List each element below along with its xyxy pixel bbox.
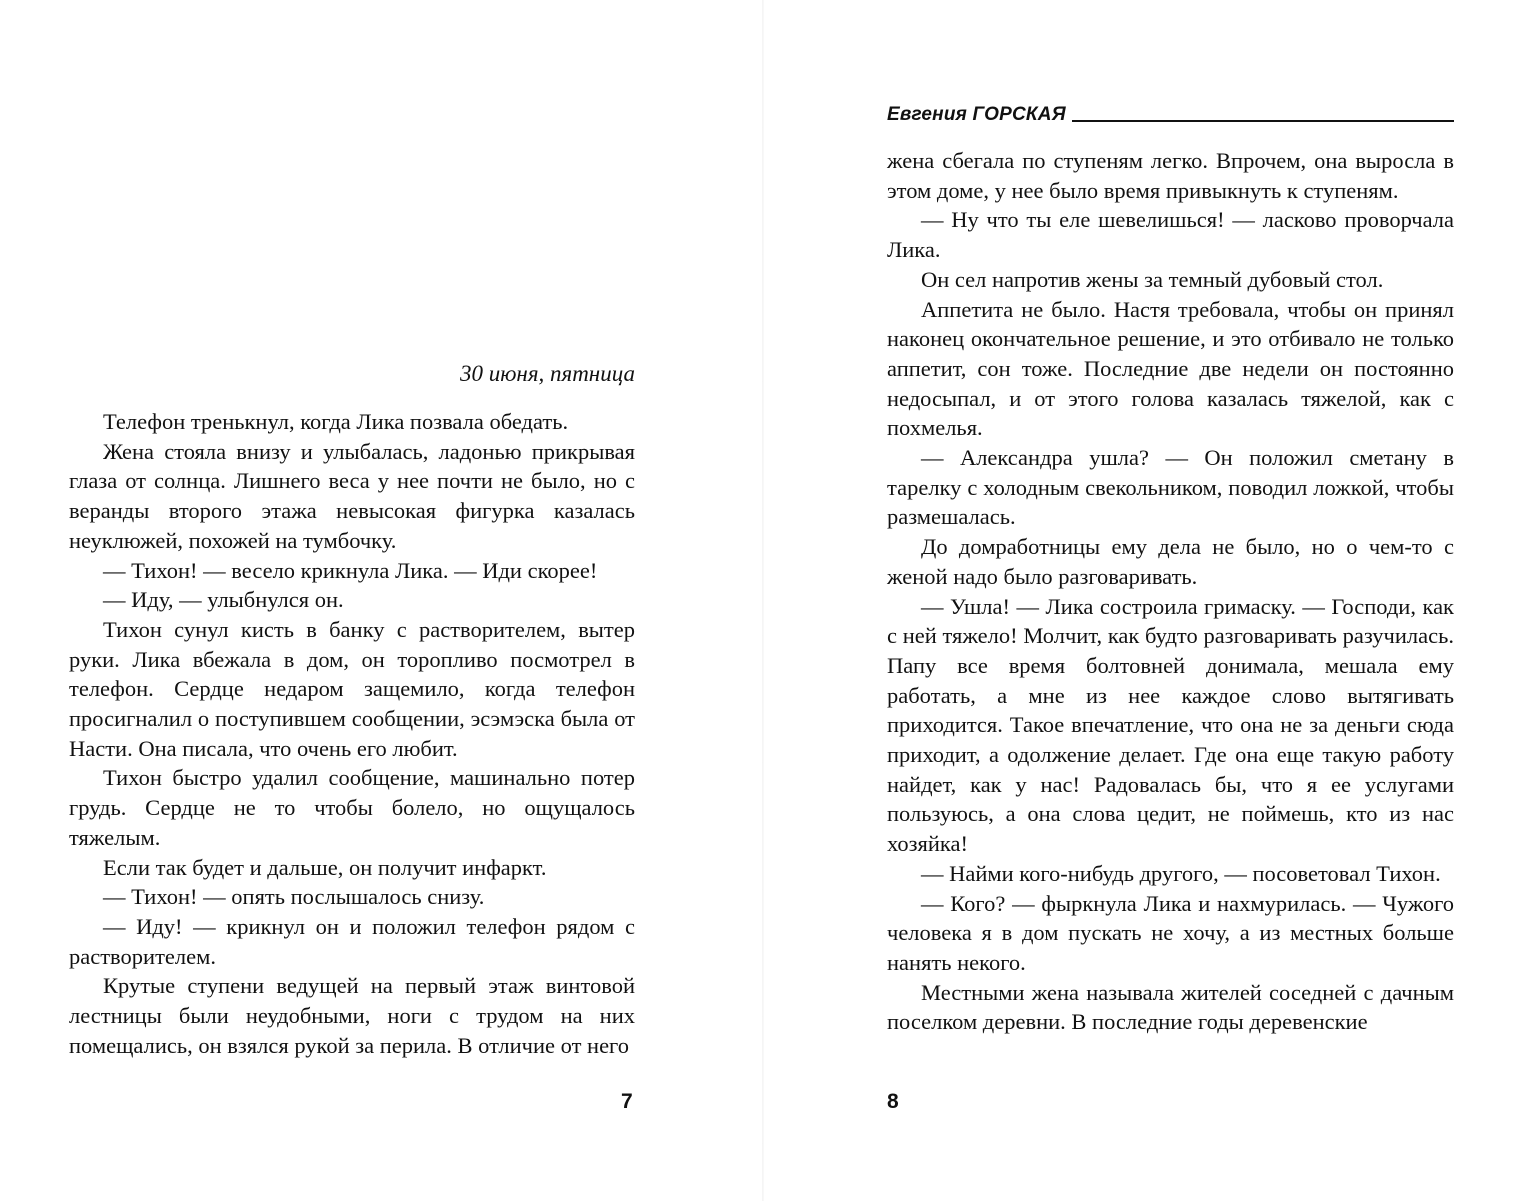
paragraph: — Ну что ты еле шевелишься! — ласково проворчала Лика. — [887, 207, 1454, 263]
paragraph: Тихон быстро удалил сообщение, машинально потер грудь. Сердце не то чтобы болело, но ощущалось тяжелым. — [69, 765, 635, 850]
author-name: Евгения ГОРСКАЯ — [887, 104, 1066, 125]
paragraph: Он сел напротив жены за темный дубовый стол. — [921, 266, 1384, 292]
page-number: 7 — [621, 1090, 633, 1113]
paragraph: Телефон тренькнул, когда Лика позвала обедать. — [103, 409, 569, 434]
paragraph: — Иду! — крикнул он и положил телефон рядом с растворителем. — [69, 913, 635, 969]
paragraph: — Александра ушла? — Он положил сметану в тарелку с холодным свекольником, поводил ложкой, чтобы размешалась. — [887, 445, 1454, 530]
paragraph: Тихон сунул кисть в банку с растворителем, вытер руки. Лика вбежала в дом, он торопливо посмотрел в телефон. Сердце недаром защемило, когда телефон просигналил о поступившем сообщении, эсэмэска была от Насти. Она писала, что очень его любит. — [69, 616, 635, 761]
header-rule — [1072, 120, 1454, 122]
paragraph: До домработницы ему дела не было, но о чем-то с женой надо было разговаривать. — [887, 534, 1454, 589]
paragraph: Если так будет и дальше, он получит инфаркт. — [103, 854, 547, 880]
paragraph: — Кого? — фыркнула Лика и нахмурилась. — Чужого человека я в дом пускать не хочу, а из местных больше нанять некого. — [887, 890, 1454, 975]
running-head — [887, 98, 1454, 128]
paragraph: — Ушла! — Лика состроила гримаску. — Господи, как с ней тяжело! Молчит, как будто разговаривать разучилась. Папу все время болтовней донимала, мешала ему работать, а мне из нее каждое слово вытягивать приходится. Такое впечатление, что она не за деньги сюда приходит, а одолжение делает. Где она еще такую работу найдет, как у нас! Радовалась бы, что я ее услугами пользуюсь, а она слова цедит, не поймешь, кто из нас хозяйка! — [887, 593, 1454, 857]
paragraph: Местными жена называла жителей соседней с дачным поселком деревни. В последние годы деревенские — [887, 979, 1454, 1035]
right-page — [764, 0, 1536, 1201]
right-text-column — [887, 146, 1454, 1037]
paragraph: Крутые ступени ведущей на первый этаж винтовой лестницы были неудобными, ноги с трудом на них помещались, он взялся рукой за перила. В отличие от него — [69, 973, 635, 1058]
date-heading: 30 июня, пятница — [459, 361, 635, 386]
page-number: 8 — [887, 1090, 899, 1113]
paragraph: — Тихон! — опять послышалось снизу. — [103, 884, 485, 910]
paragraph: — Тихон! — весело крикнула Лика. — Иди скорее! — [103, 557, 598, 583]
paragraph: Аппетита не было. Настя требовала, чтобы он принял наконец окончательное решение, и это отбивало не только аппетит, сон тоже. Последние две недели он постоянно недосыпал, и от этого голова казалась тяжелой, как с похмелья. — [887, 296, 1454, 441]
left-page — [0, 0, 762, 1201]
paragraph: Жена стояла внизу и улыбалась, ладонью прикрывая глаза от солнца. Лишнего веса у нее почти не было, но с веранды второго этажа невысокая фигурка казалась неуклюжей, похожей на тумбочку. — [69, 438, 635, 553]
left-text-column — [69, 407, 635, 1060]
paragraph: — Иду, — улыбнулся он. — [103, 587, 344, 613]
paragraph: — Найми кого-нибудь другого, — посоветовал Тихон. — [921, 860, 1441, 886]
paragraph: жена сбегала по ступеням легко. Впрочем, она выросла в этом доме, у нее было время привыкнуть к ступеням. — [887, 148, 1454, 203]
